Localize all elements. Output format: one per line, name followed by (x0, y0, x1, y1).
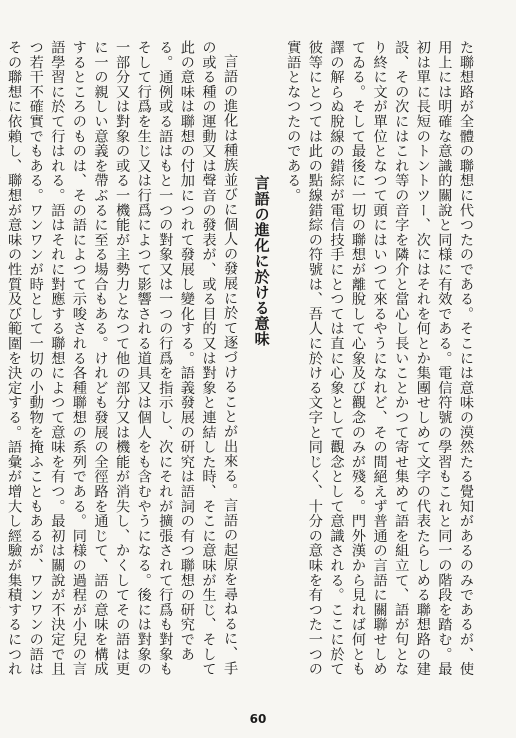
page-number: 60 (249, 712, 267, 726)
vertical-text-body (6, 40, 476, 690)
section-heading: 言語の進化に於ける意味 (252, 175, 271, 347)
paragraph-2: 言語の進化は種族並びに個人の發展に於て逐づけることが出來る。言語の起原を尋ねるに、手の或る種の運動又は聲音の發表が、或る目的又は對象と連結した時、そこに意味が生じ、そして此の意味は聯想の付加につれて發展し變化する。語義發展の研究は語詞の有つ聯想の研究である。通例或る語はもと一つの對象又は一つの行爲を指示し、次にそれが擴張されて行爲も對象もそして行爲を生じ又は行爲によつて影響される道具又は個人をも含むやうになる。後には對象の一部分又は對象の或る一機能が主勢力となつて他の部分又は機能が消失し、かくしてその語は更に一の親しい意義を帶ぶるに至る場合もある。けれども發展の全徑路を通じて、語の意味を構成するところのものは、その語によつて示唆される各種聯想の系列である。同様の過程が小兒の言語學習に於て行はれる。語はそれに對應する聯想によつて意味を有つ。最初は關說が不決定で且つ若干不確實でもある。ワンワンが時として一切の小動物を掩ふこともあるが、ワンワンの語はその聯想に依賴し、聯想が意味の性質及び範圍を決定する。語彙が增大し經驗が集積するにつれ (6, 40, 239, 677)
paragraph-1: た聯想路が全體の聯想に代つたのである。そこには意味の漠然たる覺知があるのみであるが、使用上には明確な意識的關說と同様に有效である。電信符號の學習もこれと同一の階段を踏む。最初は單に長短のトントツー、次にはそれを何とか集團せしめて文字の代表たらしめる聯想路の建設、その次にはこれ等の音字を隣介と當心し長いことかつて寄せ集めて語を組立て、語が句となり終に文が單位となつて頭にはいつて來るやうになれど、その間絕えず普通の言語に關聯せしめてゐる。そして最後に一切の聯想が離脫して心象及び觀念のみが殘る。門外漢から見れば何とも譯の解らぬ脫線の錯綜が電信技手にとつては直に心象として觀念として意識される。ここに於て彼等にとつては此の點線錯綜の符號は、吾人に於ける文字と同じく、十分の意味を有つた一つの實語となつたのである。 (285, 40, 474, 677)
